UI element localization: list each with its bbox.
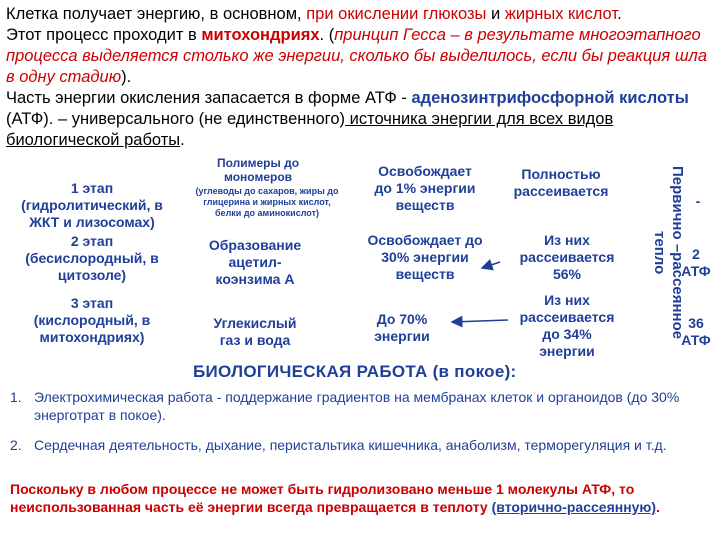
intro-line-1 xyxy=(6,4,714,25)
stage-1-atp: - xyxy=(695,193,701,209)
intro-3-c: . xyxy=(180,131,185,149)
list-item-2 xyxy=(10,436,710,454)
list-item-2-num: 2. xyxy=(10,437,22,453)
intro-3-a: Часть энергии окисления запасается в форме АТФ - xyxy=(6,89,412,107)
stage-2-atp: 2 АТФ xyxy=(681,246,711,279)
stage-1-release: Освобождает до 1% энергии веществ xyxy=(374,163,476,213)
stage-3-atp: 36 АТФ xyxy=(681,315,711,348)
intro-2-mitochondria: митохондриях xyxy=(201,26,320,44)
arrow-stage-3 xyxy=(452,320,508,322)
stage-2-acetyl-coa: Образование ацетил- коэнзима А xyxy=(208,237,302,287)
list-item-1-num: 1. xyxy=(10,389,22,405)
intro-line-3 xyxy=(6,88,714,151)
stage-1-polymers-note: (углеводы до сахаров, жиры до глицерина и жирных кислот, белки до аминокислот) xyxy=(195,186,339,218)
stage-2-dissipated: Из них рассеивается 56% xyxy=(519,232,615,282)
intro-2-c: ). xyxy=(121,68,132,86)
stage-2-name: 2 этап (бесислородный, в цитозоле) xyxy=(25,233,159,283)
intro-3-underlined: источника энергии для всех видов биологической работы xyxy=(6,110,614,149)
intro-1-glucose: при окислении глюкозы xyxy=(306,5,487,23)
footer-secondary-heat: (вторично-рассеянную) xyxy=(491,499,657,515)
list-item-2-row xyxy=(10,436,710,454)
intro-3-atp-name: аденозинтрифосфорной кислоты xyxy=(411,89,689,107)
stage-3-release: До 70% энергии xyxy=(374,311,430,344)
intro-1-a: Клетка получает энергию, в основном, xyxy=(6,5,307,23)
intro-line-2 xyxy=(6,25,714,88)
intro-1-c: . xyxy=(617,5,622,23)
stage-3-co2-water: Углекислый газ и вода xyxy=(213,315,297,348)
stage-3-dissipated: Из них рассеивается до 34% энергии xyxy=(519,292,615,359)
intro-1-b: и xyxy=(486,5,505,23)
stage-1-dissipated: Полностью рассеивается xyxy=(513,166,609,199)
footer-note xyxy=(10,480,710,516)
primary-heat-label: Первично –рассеянное тепло xyxy=(651,166,686,340)
list-item-1 xyxy=(10,388,710,424)
list-item-1-row xyxy=(10,388,710,424)
stage-1-polymers: Полимеры до мономеров xyxy=(216,156,300,184)
bio-work-title: БИОЛОГИЧЕСКАЯ РАБОТА (в покое): xyxy=(193,362,517,381)
stage-3-name: 3 этап (кислородный, в митохондриях) xyxy=(33,295,151,345)
intro-2-b: . ( xyxy=(319,26,335,44)
list-item-2-text: Сердечная деятельность, дыхание, перистальтика кишечника, анаболизм, терморегуляция и т.д. xyxy=(34,437,667,453)
stage-1-name: 1 этап (гидролитический, в ЖКТ и лизосомах) xyxy=(21,180,163,230)
footer-end: . xyxy=(656,499,660,515)
list-item-1-text: Электрохимическая работа - поддержание градиентов на мембранах клеток и органоидов (до 30% энерготрат в покое). xyxy=(34,389,680,423)
intro-2-a: Этот процесс проходит в xyxy=(6,26,202,44)
stage-2-release: Освобождает до 30% энергии веществ xyxy=(367,232,483,282)
intro-1-fatty-acids: жирных кислот xyxy=(504,5,618,23)
footer-text: Поскольку в любом процессе не может быть гидролизовано меньше 1 молекулы АТФ, то неиспользованная часть её энергии всегда превращается в теплоту xyxy=(10,481,635,515)
intro-2-hess: принцип Гесса – в результате многоэтапного процесса выделяется столько же энергии, сколько бы выделилось, если бы реакция шла в одну стадию xyxy=(6,26,708,86)
intro-3-b: (АТФ). – универсального (не единственного) xyxy=(6,110,346,128)
intro-text xyxy=(6,4,714,151)
